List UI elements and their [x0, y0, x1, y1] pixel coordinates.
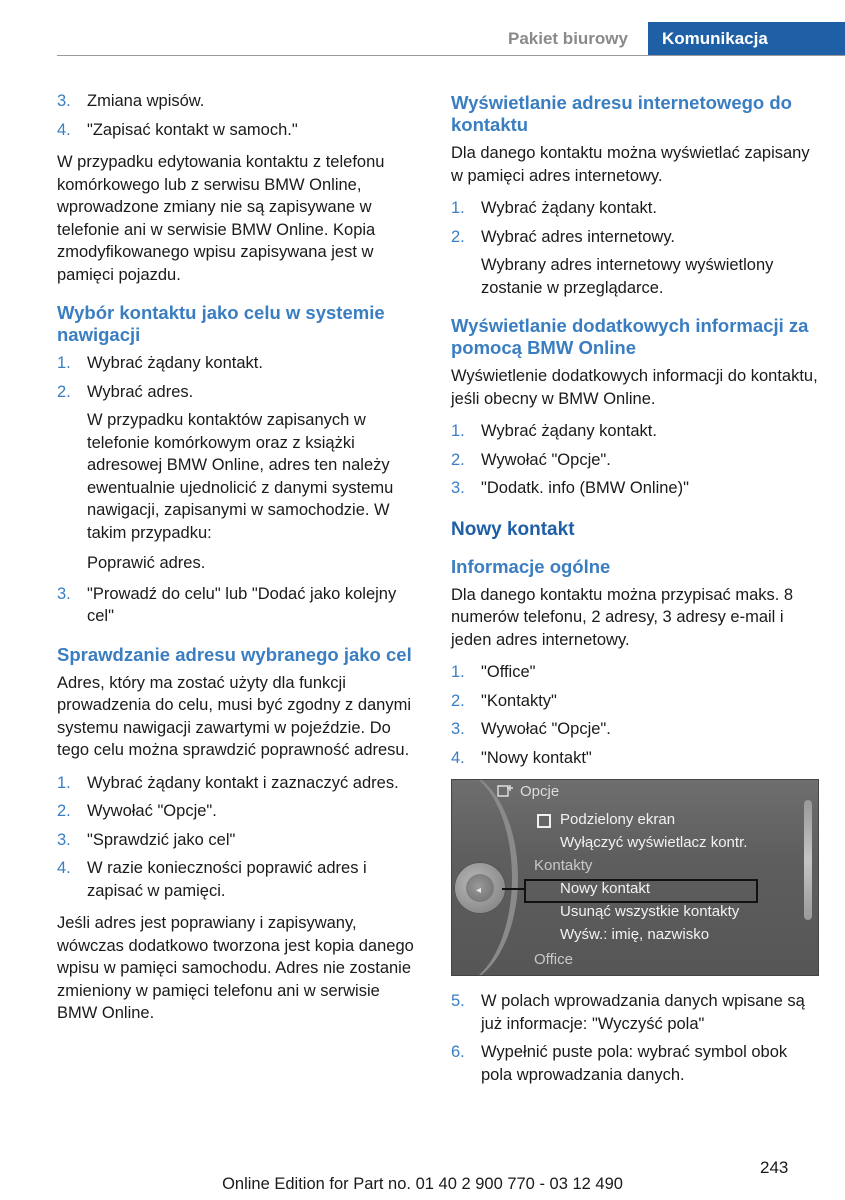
menu-item-delete-all[interactable]: Usunąć wszystkie kontakty	[560, 903, 740, 920]
paragraph: Wyświetlenie dodatkowych informacji do kontaktu, jeśli obecny w BMW Online.	[451, 367, 818, 408]
step-list	[451, 420, 819, 500]
section-heading: Wyświetlanie adresu internetowego do kontaktu	[451, 92, 792, 135]
list-item: 3. Zmiana wpisów.	[57, 92, 205, 110]
list-item: 5. W polach wprowadzania danych wpisane są już informacje: "Wyczyść pola"	[451, 992, 805, 1033]
step-note: Wybrany adres internetowy wyświetlony zostanie w przeglądarce.	[481, 256, 774, 297]
paragraph: Adres, który ma zostać użyty dla funkcji prowadzenia do celu, musi być zgodny z danymi systemu nawigacji zawartymi w pojeździe. Do tego celu można sprawdzić poprawność adresu.	[57, 673, 412, 759]
pointer-line	[502, 888, 524, 890]
menu-item-display-off[interactable]: Wyłączyć wyświetlacz kontr.	[560, 834, 748, 851]
step-note: Poprawić adres.	[87, 554, 206, 572]
header-rule	[57, 55, 845, 56]
paragraph: W przypadku edytowania kontaktu z telefonu komórkowego lub z serwisu BMW Online, wprowadzone zmiany nie są zapisywane w telefonie ani w serwisie BMW Online. Kopia zmodyfikowanego wpisu zapisywana jest w pamięci pojazdu.	[57, 153, 385, 284]
step-note: W przypadku kontaktów zapisanych w telefonie komórkowym oraz z książki adresowej BMW Online, adres ten należy ewentualnie ujednolicić z danymi systemu nawigacji, zapisanymi w samochodzie. W takim przypadku:	[87, 411, 394, 542]
list-item: 2. "Kontakty"	[451, 691, 557, 710]
right-column	[451, 90, 819, 1096]
menu-category-contacts: Kontakty	[534, 857, 593, 874]
list-item: 1. "Office"	[451, 663, 536, 681]
step-list	[451, 197, 819, 248]
list-item: 2. Wybrać adres.	[57, 382, 194, 401]
section-heading: Sprawdzanie adresu wybranego jako cel	[57, 643, 412, 665]
menu-item-split-screen[interactable]: Podzielony ekran	[560, 811, 676, 828]
step-list	[451, 661, 819, 769]
list-item: 3. "Prowadź do celu" lub "Dodać jako kolejny cel"	[57, 584, 397, 625]
list-item: 3. Wywołać "Opcje".	[451, 720, 611, 738]
step-list	[57, 352, 423, 403]
list-item: 4. "Zapisać kontakt w samoch."	[57, 120, 298, 139]
arrow-left-icon: ◂	[476, 885, 482, 896]
step-list	[451, 990, 819, 1086]
step-list	[57, 583, 423, 628]
list-item: 1. Wybrać żądany kontakt.	[451, 199, 657, 217]
page-number: 243	[760, 1158, 789, 1177]
idrive-options-screen	[451, 779, 819, 976]
header-tab-communication: Komunikacja	[648, 22, 845, 55]
menu-item-display-name[interactable]: Wyśw.: imię, nazwisko	[560, 926, 710, 943]
options-icon	[496, 784, 514, 800]
step-list	[57, 772, 423, 903]
left-column	[57, 90, 423, 1035]
step-list	[57, 90, 423, 141]
section-heading: Wybór kontaktu jako celu w systemie nawigacji	[57, 302, 385, 345]
paragraph: Dla danego kontaktu można przypisać maks. 8 numerów telefonu, 2 adresy, 3 adresy e-mail i jeden adres internetowy.	[451, 585, 794, 649]
section-heading: Informacje ogólne	[451, 555, 611, 577]
list-item: 4. "Nowy kontakt"	[451, 748, 592, 767]
menu-item-new-contact[interactable]: Nowy kontakt	[560, 880, 651, 897]
list-item: 2. Wywołać "Opcje".	[451, 450, 611, 469]
section-heading: Wyświetlanie dodatkowych informacji za pomocą BMW Online	[451, 315, 809, 358]
paragraph: Dla danego kontaktu można wyświetlać zapisany w pamięci adres internetowy.	[451, 144, 810, 185]
screen-title: Opcje	[520, 783, 560, 800]
list-item: 3. "Dodatk. info (BMW Online)"	[451, 479, 689, 497]
list-item: 1. Wybrać żądany kontakt.	[451, 422, 657, 440]
list-item: 1. Wybrać żądany kontakt i zaznaczyć adres.	[57, 773, 399, 792]
list-item: 2. Wywołać "Opcje".	[57, 802, 217, 820]
list-item: 3. "Sprawdzić jako cel"	[57, 830, 236, 849]
paragraph: Jeśli adres jest poprawiany i zapisywany, wówczas dodatkowo tworzona jest kopia danego wpisu w pamięci samochodu. Adres nie zostanie zmieniony w pamięci telefonu ani w serwisie BMW Online.	[57, 914, 414, 1022]
header-tab-office: Pakiet biurowy	[508, 29, 628, 48]
scroll-indicator	[804, 800, 812, 920]
chapter-heading: Nowy kontakt	[451, 518, 575, 540]
list-item: 2. Wybrać adres internetowy.	[451, 227, 675, 246]
menu-category-office: Office	[534, 951, 573, 968]
list-item: 6. Wypełnić puste pola: wybrać symbol obok pola wprowadzania danych.	[451, 1043, 788, 1084]
checkbox-icon[interactable]	[537, 814, 551, 828]
list-item: 4. W razie konieczności poprawić adres i zapisać w pamięci.	[57, 859, 367, 900]
list-item: 1. Wybrać żądany kontakt.	[57, 354, 263, 372]
footer: Online Edition for Part no. 01 40 2 900 770 - 03 12 490	[222, 1175, 623, 1193]
